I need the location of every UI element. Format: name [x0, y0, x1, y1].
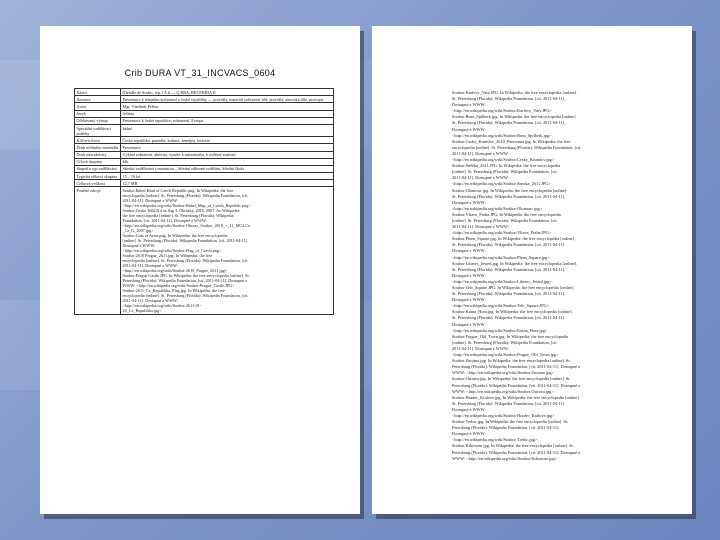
reference-line: 2011-04-11]. Dostupné z WWW: — [452, 150, 509, 156]
reference-line: <http://en.wikipedia.org/wiki/Soubor:Hradec_Kralove.jpg> — [452, 412, 555, 418]
metadata-key: Autor — [75, 103, 121, 110]
metadata-row — [75, 173, 334, 180]
source-line: 2011-04-11]. Dostupné z WWW: — [122, 263, 179, 269]
metadata-key: Stupeň a typ vzdělávání — [75, 165, 121, 172]
metadata-row — [75, 151, 334, 158]
metadata-value: (Detalle de Sodeo, rep.1 A il — Q RRA, RECEBIDA II — [121, 89, 334, 96]
source-line: encyclopedia [online]. St. Petersburg (Florida): Wikipedia Foundation, [cit. — [122, 258, 249, 264]
metadata-key: Název — [75, 89, 121, 96]
metadata-row-sources — [75, 187, 334, 314]
metadata-value: Prezentace k tématům zobrazení a české republiky — pravidla, materiál zobrazení věd, pravidla, autorská dílo, pravopis — [121, 96, 334, 103]
source-line: Soubor:2610 Prague_2611.jpg. In Wikipedia: the free — [122, 253, 213, 259]
source-line: encyclopedia [online]. St. Petersburg (Florida): Wikipedia Foundation, [cit. — [122, 193, 249, 199]
reference-line: St. Petersburg (Florida): Wikipedia Foundation, [cit. 2011-04-11]. — [452, 120, 566, 126]
reference-line: Soubor:Vltava_Praha.JPG. In Wikipedia: the free encyclopedia — [452, 211, 561, 217]
reference-line: <http://en.wikipedia.org/wiki/Soubor:Vltava_Praha.JPG> — [452, 230, 552, 236]
reference-line: [online]. St. Petersburg (Florida): Wikipedia Foundation, [cit. — [452, 217, 558, 223]
reference-line: St. Petersburg (Florida): Wikipedia Foundation, [cit. 2011-04-11]. — [452, 266, 566, 272]
source-line: <http://en.wikipedia.org/wiki/Soubor:2610_Prague_2611.jpg> — [122, 268, 228, 274]
metadata-key: Jazyk — [75, 110, 121, 117]
reference-line: <http://en.wikipedia.org/wiki/Soubor:Karlovy_Vary.JPG> — [452, 108, 552, 114]
reference-line: <http://en.wikipedia.org/wiki/Soubor:Plzen_Square.jpg> — [452, 254, 550, 260]
metadata-value: Mgr. Vladimír Peřina — [121, 103, 334, 110]
reference-line: Soubor:Prague_Old_Town.jpg. In Wikipedia: the free encyclopedia — [452, 333, 569, 339]
metadata-value: Střední vzdělávání s maturitou – Střední odborné vzdělání, Střední škola — [121, 165, 334, 172]
metadata-table — [74, 88, 334, 315]
metadata-row — [75, 180, 334, 187]
reference-line: 2011-04-11]. Dostupné z WWW: — [452, 345, 509, 351]
source-line: encyclopedia [online]. St. Petersburg (Florida): Wikipedia Foundation, [cit. — [122, 293, 249, 299]
source-line: <http://en.wikipedia.org/wiki/Soubor:Flag_of_Czech.png> — [122, 248, 222, 254]
reference-line: WWW: <http://en.wikipedia.org/wiki/Soubor:Krkonose.jpg> — [452, 455, 558, 461]
reference-line: Soubor:Kutna_Hora.jpg. In Wikipedia: the free encyclopedia [online]. — [452, 309, 573, 315]
reference-line: Soubor:Cesky_Krumlov_2610_Panorama.jpg. In Wikipedia: the free — [452, 138, 571, 144]
source-line: Foundation, [cit. 2011-04-11]. Dostupné z WWW: — [122, 218, 207, 224]
reference-line: 2011-04-11]. Dostupné z WWW: — [452, 175, 509, 181]
document-page-right — [372, 26, 692, 514]
reference-line: St. Petersburg (Florida): Wikipedia Foundation, [cit. 2011-04-11]. — [452, 291, 566, 297]
reference-line: Petersburg (Florida): Wikipedia Foundation, [cit. 2011-04-11]. Dostupné z — [452, 364, 580, 370]
metadata-key: Druh učebního materiálu — [75, 144, 121, 151]
reference-line: Petersburg (Florida): Wikipedia Foundation, [cit. 2011-04-11]. — [452, 425, 560, 431]
metadata-row — [75, 137, 334, 144]
reference-line: WWW: <http://en.wikipedia.org/wiki/Soubor:Ostrava.jpg> — [452, 388, 554, 394]
metadata-value: 15 – 19 let — [121, 173, 334, 180]
reference-line: Soubor:Brno_Spilberk.jpg. In Wikipedia: the free encyclopedia [online] — [452, 114, 576, 120]
reference-line: <http://en.wikipedia.org/wiki/Soubor:Liberec_Jested.jpg> — [452, 278, 552, 284]
reference-line: Dostupné z WWW: — [452, 321, 486, 327]
source-line: Soubor:Prague Castle.JPG. In Wikipedia: the free encyclopedia [online]. St. — [122, 273, 250, 279]
source-line: WWW: <http://en.wikipedia.org/wiki/Soubor:Prague_Castle.JPG> — [122, 283, 235, 289]
metadata-value: 12,7 MB — [121, 180, 334, 187]
reference-line: Dostupné z WWW: — [452, 431, 486, 437]
source-line: 2011-04-11]. Dostupné z WWW: — [122, 298, 179, 304]
metadata-row — [75, 89, 334, 96]
reference-line: <http://en.wikipedia.org/wiki/Soubor:Brno_Spilberk.jpg> — [452, 132, 552, 138]
reference-line: Dostupné z WWW: — [452, 248, 486, 254]
reference-line: Soubor:Olomouc.jpg. In Wikipedia: the free encyclopedia [online] — [452, 187, 567, 193]
reference-line: Soubor:Plzen_Square.jpg. In Wikipedia: the free encyclopedia [online]. — [452, 236, 576, 242]
reference-line: 2011-04-11]. Dostupné z WWW: — [452, 224, 509, 230]
source-line: 2011-04-11]. Dostupné z WWW: — [122, 198, 179, 204]
source-line: 20_Cz_Republika.jpg> — [122, 308, 162, 314]
metadata-row — [75, 165, 334, 172]
reference-line: Soubor:Telc_Square.JPG. In Wikipedia: the free encyclopedia [online]. — [452, 285, 575, 290]
source-line: the free encyclopedia [online]. St. Petersburg (Florida): Wikipedia — [122, 213, 234, 219]
reference-line: Dostupné z WWW: — [452, 102, 486, 108]
source-line: _Cz_G_2007.jpg> — [122, 228, 154, 234]
reference-line: St. Petersburg (Florida): Wikipedia Foundation, [cit. 2011-04-11]. — [452, 96, 566, 102]
reference-line: Dostupné z WWW: — [452, 406, 486, 412]
metadata-key: Typická věková skupina — [75, 173, 121, 180]
source-line: Dostupné z WWW: — [122, 243, 156, 249]
metadata-row — [75, 103, 334, 110]
reference-line: Soubor:Sněžka_2611.JPG. In Wikipedia: the free encyclopedia — [452, 163, 561, 169]
metadata-value: Česká republika, pravidla, kultura, zeměpis, historie — [121, 137, 334, 144]
metadata-value: žádné — [121, 124, 334, 136]
metadata-value: Prezentace — [121, 144, 334, 151]
reference-line: Soubor:Karlovy_Vary.JPG. In Wikipedia: the free encyclopedia [online]. — [452, 90, 578, 95]
reference-line: Soubor:Trebic.jpg. In Wikipedia: the free encyclopedia [online]. St. — [452, 419, 569, 425]
reference-line: Dostupné z WWW: — [452, 297, 486, 303]
reference-line: <http://en.wikipedia.org/wiki/Soubor:Kutna_Hora.jpg> — [452, 327, 548, 333]
metadata-row — [75, 117, 334, 124]
reference-line: Soubor:Krkonose.jpg. In Wikipedia: the free encyclopedia [online]. St. — [452, 443, 574, 449]
document-page-left — [40, 26, 360, 514]
reference-line: <http://en.wikipedia.org/wiki/Soubor:Olomouc.jpg> — [452, 205, 543, 211]
reference-line: Soubor:Hradec_Kralove.jpg. In Wikipedia: the free encyclopedia [online]. — [452, 394, 580, 400]
metadata-row — [75, 144, 334, 151]
reference-line: St. Petersburg (Florida): Wikipedia Foundation, [cit. 2011-04-11]. — [452, 242, 566, 248]
reference-line: [online]. St. Petersburg (Florida): Wikipedia Foundation, [cit. — [452, 339, 558, 345]
sources-list — [121, 187, 334, 314]
source-line: Soubor:Cesko 3662414 as flag 3. Obrázky, 2010, 2007. In: Wikipedia: — [122, 208, 241, 214]
references-text — [452, 90, 660, 462]
reference-line: Soubor:Znojmo.jpg. In Wikipedia: the free encyclopedia [online]. St. — [452, 358, 571, 364]
metadata-row — [75, 124, 334, 136]
reference-line: Dostupné z WWW: — [452, 126, 486, 132]
reference-line: encyclopedia [online]. St. Petersburg (Florida): Wikipedia Foundation, [cit. — [452, 144, 582, 150]
metadata-value: čeština — [121, 110, 334, 117]
metadata-value: žák — [121, 158, 334, 165]
metadata-key: Anotace — [75, 96, 121, 103]
reference-line: Petersburg (Florida): Wikipedia Foundation, [cit. 2011-04-11]. Dostupné z — [452, 449, 580, 455]
source-line: Soubor:Coat of Arms.png. In Wikipedia: the free encyclopedia — [122, 233, 228, 239]
metadata-key: Cílová skupina — [75, 158, 121, 165]
reference-line: Petersburg (Florida): Wikipedia Foundation, [cit. 2011-04-11]. Dostupné z — [452, 382, 580, 388]
metadata-key: Očekávaný výstup — [75, 117, 121, 124]
metadata-row — [75, 158, 334, 165]
source-line: <http://en.wikipedia.org/wiki/Soubor:Babel_Map_of_Czech_Republic.png> — [122, 203, 251, 209]
metadata-key: Speciální vzdělávací potřeby — [75, 124, 121, 136]
metadata-key: Klíčová slova — [75, 137, 121, 144]
metadata-row — [75, 96, 334, 103]
metadata-key: Druh interaktivity — [75, 151, 121, 158]
metadata-key: Celková velikost — [75, 180, 121, 187]
reference-line: WWW: <http://en.wikipedia.org/wiki/Soubor:Znojmo.jpg> — [452, 370, 554, 376]
reference-line: <http://en.wikipedia.org/wiki/Soubor:Prague_Old_Town.jpg> — [452, 352, 559, 358]
metadata-value: Výklad zobrazení, aktivita, využití k samostudiu, k ověření znalostí — [121, 151, 334, 158]
source-line: <http://en.wikipedia.org/wiki/Soubor:Obrazy_Soubor_2610_+_11_MC2.Cz — [122, 223, 250, 229]
reference-line: Dostupné z WWW: — [452, 199, 486, 205]
metadata-row — [75, 110, 334, 117]
reference-line: <http://en.wikipedia.org/wiki/Soubor:Trebic.jpg> — [452, 437, 538, 443]
metadata-value: Prezentace k české republice, zobrazení, Evropa — [121, 117, 334, 124]
reference-line: <http://en.wikipedia.org/wiki/Soubor:Snezka_2611.JPG> — [452, 181, 551, 187]
reference-line: <http://en.wikipedia.org/wiki/Soubor:Cesky_Krumlov.jpg> — [452, 157, 555, 163]
source-line: Soubor:2611_Cz_Republika_Flag.jpg. In Wikipedia: the free — [122, 288, 225, 294]
reference-line: Soubor:Liberec_Jested.jpg. In Wikipedia: the free encyclopedia [online]. — [452, 260, 578, 266]
document-title: Crib DURA VT_31_INCVACS_0604 — [124, 68, 276, 78]
reference-line: <http://en.wikipedia.org/wiki/Soubor:Telc_Square.JPG> — [452, 303, 550, 309]
source-line: Soubor:Babel Hrad of Czech Republic.png. In Wikipedia: the free — [122, 188, 234, 194]
reference-line: St. Petersburg (Florida): Wikipedia Foundation, [cit. 2011-04-11]. — [452, 400, 566, 406]
source-line: [online]. St. Petersburg (Florida): Wikipedia Foundation, [cit. 2011-04-11]. — [122, 238, 249, 244]
reference-line: Dostupné z WWW: — [452, 272, 486, 278]
metadata-key: Použité zdroje — [75, 187, 121, 314]
reference-line: Soubor:Ostrava.jpg. In Wikipedia: the free encyclopedia [online]. St. — [452, 376, 571, 382]
reference-line: [online]. St. Petersburg (Florida): Wikipedia Foundation, [cit. — [452, 169, 558, 175]
reference-line: St. Petersburg (Florida): Wikipedia Foundation, [cit. 2011-04-11]. — [452, 315, 566, 321]
source-line: Petersburg (Florida): Wikipedia Foundation, [cit. 2011-04-11]. Dostupné z — [122, 278, 248, 284]
source-line: <http://en.wikipedia.org/wiki/Soubor:2611-01- — [122, 303, 202, 309]
reference-line: St. Petersburg (Florida): Wikipedia Foundation, [cit. 2011-04-11]. — [452, 193, 566, 199]
